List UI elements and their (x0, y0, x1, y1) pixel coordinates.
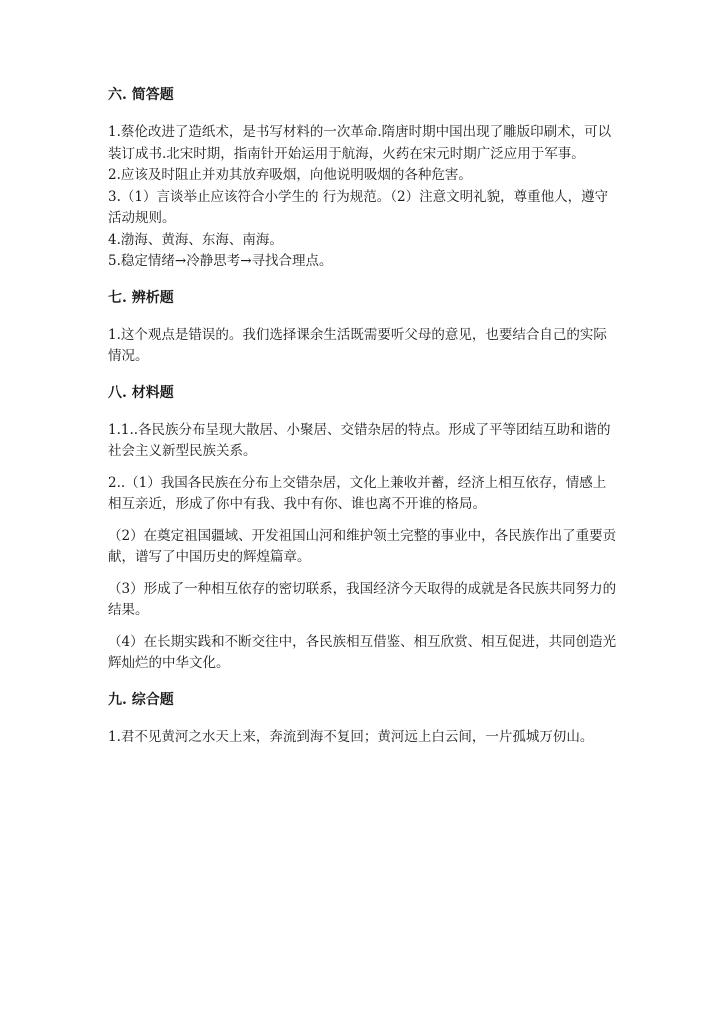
answer-item: 1.蔡伦改进了造纸术，是书写材料的一次革命.隋唐时期中国出现了雕版印刷术，可以装订成书.北宋时期，指南针开始运用于航海，火药在宋元时期广泛应用于军事。 (108, 124, 612, 162)
answer-item: 1.这个观点是错误的。我们选择课余生活既需要听父母的意见，也要结合自己的实际情况。 (108, 326, 607, 364)
section-title-material: 八. 材料题 (108, 384, 174, 401)
answer-item: （4）在长期实践和不断交往中，各民族相互借鉴、相互欣赏、相互促进，共同创造光辉灿烂的中华文化。 (108, 633, 617, 671)
answer-item: 4.渤海、黄海、东海、南海。 (108, 231, 283, 248)
answer-page (108, 84, 618, 748)
section-title-analysis: 七. 辨析题 (108, 289, 174, 306)
section-title-short-answer: 六. 简答题 (108, 87, 174, 103)
answer-item: 2.应该及时阻止并劝其放弃吸烟，向他说明吸烟的各种危害。 (108, 167, 472, 183)
answer-item: 1.1..各民族分布呈现大散居、小聚居、交错杂居的特点。形成了平等团结互助和谐的社会主义新型民族关系。 (108, 421, 611, 459)
answer-item: （3）形成了一种相互依存的密切联系，我国经济今天取得的成就是各民族共同努力的结果。 (108, 580, 617, 618)
section-title-comprehensive: 九. 综合题 (108, 691, 174, 708)
answer-item: 5.稳定情绪→冷静思考→寻找合理点。 (108, 253, 333, 269)
answer-item: 3.（1）言谈举止应该符合小学生的 行为规范。（2）注意文明礼貌，尊重他人，遵守活动规则。 (108, 188, 609, 226)
answer-item: （2）在奠定祖国疆域、开发祖国山河和维护领土完整的事业中，各民族作出了重要贡献，谱写了中国历史的辉煌篇章。 (108, 527, 617, 565)
answer-item: 1.君不见黄河之水天上来，奔流到海不复回；黄河远上白云间，一片孤城万仞山。 (108, 728, 594, 745)
answer-item: 2..（1）我国各民族在分布上交错杂居，文化上兼收并蓄，经济上相互依存，情感上相互亲近，形成了你中有我、我中有你、谁也离不开谁的格局。 (108, 474, 607, 512)
